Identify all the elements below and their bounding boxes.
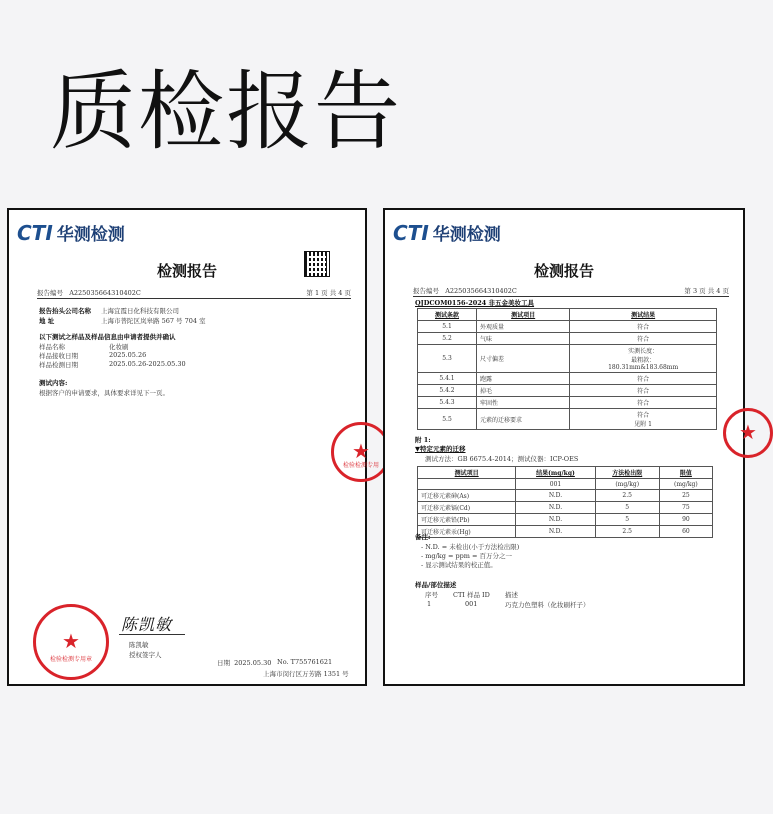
table-row: [418, 409, 717, 430]
divider: [37, 298, 351, 299]
footer-address: 上海市闵行区万芳路 1351 号: [263, 670, 349, 678]
sample-row-no: 1: [427, 600, 432, 608]
table-row: [418, 502, 713, 514]
side-stamp: ★ 检验检测专用: [331, 422, 391, 482]
table-cell: 气味: [477, 333, 570, 345]
table-subheader-cell: [418, 479, 516, 490]
appendix-label: 附 1:: [415, 436, 431, 444]
table-row: [418, 514, 713, 526]
sample-row-id: 001: [465, 600, 478, 608]
table-row: [418, 345, 717, 373]
note-item: - N.D. = 未检出(小于方法检出限): [421, 543, 520, 551]
table-cell: 符合 见附 1: [570, 409, 717, 430]
standard-title: QJDCOM0156-2024 非五金美妆工具: [415, 299, 535, 307]
table-cell: 75: [659, 502, 712, 514]
note-item: - mg/kg = ppm = 百万分之一: [421, 552, 513, 560]
applicant-label: 报告抬头公司名称: [39, 307, 91, 315]
table-header-cell: 测试结果: [570, 309, 717, 321]
table-cell: 元素的迁移要求: [477, 409, 570, 430]
recv-date-value: 2025.05.26: [109, 351, 147, 359]
table-cell: 尺寸偏差: [477, 345, 570, 373]
applicant-value: 上海宜霞日化科技有限公司: [101, 307, 179, 315]
sample-intro: 以下测试之样品及样品信息由申请者提供并确认: [39, 333, 176, 341]
table-header-cell: 方法检出限: [595, 467, 659, 479]
content-value: 根据客户的申请要求，具体要求详见下一页。: [39, 389, 169, 397]
table-cell: 实测长度： 最粗款： 180.31mm&183.68mm: [570, 345, 717, 373]
report-page-3: [383, 208, 757, 686]
table-cell: N.D.: [516, 490, 595, 502]
table-row: [418, 385, 717, 397]
table-cell: N.D.: [516, 526, 595, 538]
content-label: 测试内容:: [39, 379, 68, 387]
notes-label: 备注:: [415, 533, 431, 541]
element-migration-table: [417, 466, 713, 538]
table-cell: 符合: [570, 397, 717, 409]
table-row: [418, 373, 717, 385]
official-stamp: ★ 检验检测专用章: [33, 604, 109, 680]
table-cell: 90: [659, 514, 712, 526]
table-cell: 2.5: [595, 490, 659, 502]
report-number-line: 报告编号 A225035664310402C 第 3 页 共 4 页: [413, 287, 729, 295]
report-title: 检测报告: [533, 262, 594, 280]
report-serial: No. T755761621: [277, 658, 333, 666]
issue-date: 日期 2025.05.30: [217, 659, 272, 667]
table-header-cell: 限值: [659, 467, 712, 479]
address-value: 上海市普陀区岚皋路 567 号 704 室: [101, 317, 206, 325]
table-subheader-cell: (mg/kg): [659, 479, 712, 490]
table-cell: 5.4.1: [418, 373, 477, 385]
test-method: 测试方法：GB 6675.4-2014；测试仪器：ICP-OES: [425, 455, 579, 463]
table-cell: 符合: [570, 333, 717, 345]
table-cell: 可迁移元素汞(Hg): [418, 526, 516, 538]
table-header-cell: 测试项目: [477, 309, 570, 321]
table-header-cell: 测试项目: [418, 467, 516, 479]
sample-name-value: 化妆刷: [109, 343, 129, 351]
divider: [413, 296, 729, 297]
table-header-cell: 结果(mg/kg): [516, 467, 595, 479]
table-cell: 5.2: [418, 333, 477, 345]
table-cell: 5.4.3: [418, 397, 477, 409]
sample-header-desc: 描述: [505, 591, 518, 599]
table-cell: N.D.: [516, 502, 595, 514]
table-cell: 符合: [570, 385, 717, 397]
cti-logo: CTI 华测检测: [17, 221, 125, 245]
table-cell: 60: [659, 526, 712, 538]
table-cell: 5: [595, 502, 659, 514]
table-row: [418, 397, 717, 409]
table-cell: 5.1: [418, 321, 477, 333]
signature: 陈凯敏: [121, 615, 173, 634]
sample-header-id: CTI 样品 ID: [453, 591, 490, 599]
page-headline: 质检报告: [50, 62, 402, 162]
test-date-label: 样品检测日期: [39, 361, 78, 369]
report-title: 检测报告: [156, 262, 217, 280]
table-subheader-cell: 001: [516, 479, 595, 490]
sample-header-no: 序号: [425, 591, 438, 599]
table-row: [418, 490, 713, 502]
table-cell: 可迁移元素砷(As): [418, 490, 516, 502]
star-icon: ★: [62, 628, 80, 653]
table-cell: 5.3: [418, 345, 477, 373]
test-date-value: 2025.05.26-2025.05.30: [109, 360, 186, 368]
sample-row-desc: 巧克力色塑料（化妆刷杆子）: [505, 601, 590, 609]
table-cell: 可迁移元素铅(Pb): [418, 514, 516, 526]
table-cell: 5.5: [418, 409, 477, 430]
table-row: [418, 321, 717, 333]
star-icon: ★: [739, 419, 757, 444]
qr-code-icon: [305, 252, 329, 276]
recv-date-label: 样品接收日期: [39, 352, 78, 360]
table-cell: 掉毛: [477, 385, 570, 397]
table-subheader-cell: (mg/kg): [595, 479, 659, 490]
table-cell: 外观质量: [477, 321, 570, 333]
signature-line: [119, 634, 185, 635]
table-cell: 2.5: [595, 526, 659, 538]
table-cell: N.D.: [516, 514, 595, 526]
table-cell: 跑露: [477, 373, 570, 385]
report-number-line: 报告编号 A225035664310402C 第 1 页 共 4 页: [37, 289, 351, 297]
report-page-1: [7, 208, 379, 686]
table-cell: 5.4.2: [418, 385, 477, 397]
table-cell: 符合: [570, 321, 717, 333]
star-icon: ★: [352, 438, 370, 463]
signer-title: 授权签字人: [129, 651, 162, 659]
side-stamp: [723, 408, 773, 458]
table-row: [418, 333, 717, 345]
table-cell: 符合: [570, 373, 717, 385]
table-cell: 25: [659, 490, 712, 502]
address-label: 地 址: [39, 317, 55, 325]
table-header-cell: 测试条款: [418, 309, 477, 321]
table-cell: 5: [595, 514, 659, 526]
table-row: [418, 526, 713, 538]
sample-section-title: 样品/部位描述: [415, 581, 457, 589]
table-cell: 可迁移元素镉(Cd): [418, 502, 516, 514]
test-results-table: [417, 308, 717, 430]
cti-logo: CTI 华测检测: [393, 221, 501, 245]
sample-name-label: 样品名称: [39, 343, 65, 351]
table-cell: 牢固性: [477, 397, 570, 409]
note-item: - 显示测试结果的校正值。: [421, 561, 497, 569]
appendix-title: ▼特定元素的迁移: [415, 445, 466, 453]
signer-name: 陈凯敏: [129, 641, 149, 649]
